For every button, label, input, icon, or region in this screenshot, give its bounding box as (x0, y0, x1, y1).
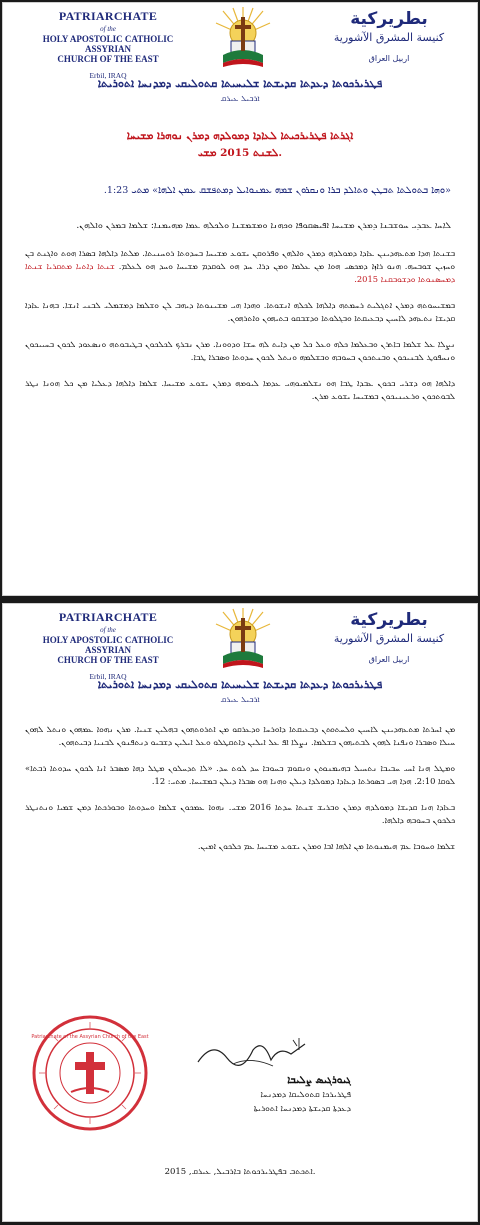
letterhead-en-church-1: HOLY APOSTOLIC CATHOLIC ASSYRIAN (42, 635, 174, 655)
letterhead-ar-church: كنيسة المشرق الآشورية (333, 632, 445, 645)
letterhead-ar-location: اربيل العراق (368, 54, 410, 63)
letterhead-en-church-2: CHURCH OF THE EAST (57, 655, 159, 665)
letterhead-en-of: of the (100, 25, 116, 33)
body-paragraph: ܡܢ ܐܚܪܬܐ ܡܬܥܗܕܝܢܢ ܠܐܚܝܢ ܘܠܚܬܘܬܢ ܕܒܥܝܩܬܐ ܕܐܘܪܚܐ ܘܕܥܪܩܘ ܡܢ ܐܬܪܘܬܗܘܢ ܒܗܠܝܢ ܫܢܝܐ. ܡܪܢ ܢܗܘܐ ܥܡܗܘܢ ܘܢܬܠ ܠܗܘܢ ܚܝܠܐ ܘܣܒܪܐ ܘܢܦܢܐ ܠܗܘܢ ܠܒܬܝܗܘܢ ܒܫܠܡܐ. ܢܨܠܐ ܐܦ ܥܠ ܐܝܠܝܢ ܕܐܬܩܛܠܘ ܘܥܠ ܐܝܠܝܢ ܕܫܒܝܘ ܕܢܬܦܢܘܢ ܠܒܢܝܐ ܕܒܝܬܗܘܢ. (25, 724, 455, 747)
church-emblem-icon (213, 606, 273, 672)
signature-block (171, 1074, 351, 1116)
letterhead (3, 604, 477, 681)
seal-text: Patriarchate of the Assyrian Church of the East (31, 1034, 149, 1040)
signer-title-line-1: ܦܛܪܝܪܟܐ ܩܬܘܠܝܩܐ ܕܡܕܢܚܐ (260, 1090, 351, 1100)
body-paragraph (3, 247, 477, 286)
letter-title-year: ܠܫܢܬ 2015 ܡܫܝ. (197, 147, 283, 159)
letterhead-arabic (319, 610, 459, 664)
body-paragraph: ܕܐܠܗܐ ܗܘ ܕܫܪܝ ܒܟܘܢ ܥܒܕܐ ܛܒܐ ܗܘ ܢܫܠܡܝܘܗܝ ܥܕܡܐ ܠܝܘܡܗ ܕܡܪܢ ܝܫܘܥ ܡܫܝܚܐ. ܫܠܡܐ ܕܐܠܗܐ ܕܥܠܝܐ ܡܢ ܟܠ ܗܘܢܐ ܢܛܪ ܠܒܘܬܟܘܢ ܘܪܥܝܢܝܟܘܢ ܒܡܫܝܚܐ ܝܫܘܥ ܡܪܢ. (25, 378, 455, 401)
letterhead-arabic (319, 9, 459, 63)
letterhead-syriac-line: ܦܛܪܝܪܟܘܬܐ ܕܥܕܬܐ ܩܕܝܫܬܐ ܫܠܝܚܝܬܐ ܩܬܘܠܝܩܝ ܕܡܕܢܚܐ ܐܬܘܪܝܬܐ (97, 77, 383, 90)
handwritten-signature (193, 1032, 313, 1072)
body-paragraph: ܫܠܡܐ ܘܚܘܒܐ ܥܡ ܗܝܡܢܘܬܐ ܡܢ ܐܠܗܐ ܐܒܐ ܘܡܪܢ ܝܫܘܥ ܡܫܝܚܐ ܥܡ ܟܠܟܘܢ ܐܡܝܢ. (197, 841, 455, 851)
letterhead-en-church-1: HOLY APOSTOLIC CATHOLIC ASSYRIAN (42, 34, 174, 54)
salutation: ܠܐܚܐ ܥܒܕܝ ܚܘܫܒܢܐ ܕܡܪܢ ܡܫܝܚܐ ܐܦܝܣܩܘܦܐ ܘܟܗܢܐ ܘܡܫܡܫܢܐ ܘܠܟܠܗ ܥܡܐ ܡܗܝܡܢܐ: ܫܠܡܐ ܒܡܪܢ ܘܐܠܗܢ. (76, 221, 451, 231)
body-paragraph-text: ܒܫܢܬܐ ܗܕܐ ܡܬܥܗܕܝܢܢ ܥܐܕܐ ܕܡܘܠܕܗ ܕܡܪܢ ܘܐܠܗܢ ܘܦܪܘܩܢ ܝܫܘܥ ܡܫܝܚܐ ܒܚܕܘܬܐ ܪܘܚܢܝܬܐ. ܡܠܬܐ ܕܐܠܗܐ ܒܣܪܐ ܗܘܬ ܘܐܓܢܬ ܒܢ ܘܚܙܝܢ ܫܘܒܚܗ. ܗܢܘ ܪܐܙܐ ܕܡܟܣܝ ܗܘܐ ܡܢ ܥܠܡܐ ܘܡܢ ܕܪܐ. ܚܕ ܗܘ ܠܘܩܕܡ ܡܫܝܚܐ ܘܚܕ ܗܘ ܠܥܠܡ. (25, 248, 456, 271)
body-paragraph: ܒܥܐܕܐ ܗܢܐ ܩܕܝܫܐ ܕܡܘܠܕܗ ܕܡܪܢ ܘܒܪܝܫ ܫܢܬܐ ܚܕܬܐ 2016 ܡܫܝ. ܢܗܘܐ ܥܡܟܘܢ ܫܠܡܐ ܘܚܕܘܬܐ ܘܒܘܪܟܬܐ ܕܡܢ ܫܡܝܐ ܘܢܬܢܛܪ ܟܠܟܘܢ ܒܚܘܒܗ ܕܐܠܗܐ. (25, 802, 455, 825)
letterhead-en-title: PATRIARCHATE (58, 610, 158, 624)
letter-footer: ܐܬܟܬܒ ܒܦܛܪܝܪܟܘܬܐ ܒܐܪܒܝܠ, ܥܝܪܩ, 2015. (164, 1167, 316, 1177)
letterhead-en-church-2: CHURCH OF THE EAST (57, 54, 159, 64)
highlighted-line: ܫܢܬܐ ܕܐܬܝܐ ܡܬܩܪܝܐ ܫܢܬܐ ܕܡܚܣܢܘܬܐ ܘܕܫܘܒܩܢܐ 2015. (25, 261, 455, 284)
letterhead-ar-title: بطريركية (350, 9, 428, 29)
signer-name: ܓܝܘܪܓܝܣ ܨܠܝܒܐ (287, 1075, 351, 1086)
scripture-quote: «ܘܗܐ ܒܬܘܠܬܐ ܬܒܛܢ ܘܬܐܠܕ ܒܪܐ ܘܢܩܪܘܢ ܫܡܗ ܥܡܢܘܐܝܠ ܕܡܬܦܫܩ ܥܡܢ ܐܠܗܐ» ܡܬܝ 1:23. (103, 185, 451, 196)
body-paragraph: ܘܡܛܠ ܗܢܐ ܐܚܝ ܚܒܝܒܐ ܢܬܚܝܠ ܒܗܝܡܢܘܬܢ ܘܢܩܘܡ ܒܚܘܒܐ ܚܕ ܠܘܬ ܚܕ. «ܠܐ ܬܕܚܠܘܢ ܡܛܠ ܕܗܐ ܡܣܒܪ ܐܢܐ ܠܟܘܢ ܚܕܘܬܐ ܪܒܬܐ» ܠܘܩܐ 2:10. ܗܕܐ ܗܝ ܒܣܘܪܬܐ ܕܥܐܕܐ ܕܡܘܠܕܐ ܕܝܠܢ ܘܗܢܐ ܗܘ ܣܒܪܐ ܕܝܠܢ ܒܡܫܝܚܐ. ܡܬܝ: 12. (25, 763, 455, 786)
letterhead-en-location: Erbil, IRAQ (89, 672, 127, 681)
letterhead-en-of: of the (100, 626, 116, 634)
letterhead-ar-title: بطريركية (350, 610, 428, 630)
letter-page-2 (2, 603, 478, 1222)
letter-title: ܐܓܪܬܐ ܦܛܪܝܪܟܝܬܐ ܠܥܐܕܐ ܕܡܘܠܕܗ ܕܡܪܢ ܢܘܗܪܐ ܡܫܝܚܐ (126, 130, 354, 142)
letterhead-ar-location: اربيل العراق (368, 655, 410, 664)
letterhead-english (23, 9, 193, 80)
letter-page-1 (2, 2, 478, 596)
official-seal-stamp (31, 1014, 149, 1132)
letterhead-syriac-line: ܦܛܪܝܪܟܘܬܐ ܕܥܕܬܐ ܩܕܝܫܬܐ ܫܠܝܚܝܬܐ ܩܬܘܠܝܩܝ ܕܡܕܢܚܐ ܐܬܘܪܝܬܐ (97, 678, 383, 691)
body-paragraph: ܒܡܫܝܚܘܬܗ ܕܡܪܢ ܐܬܓܠܝܬ ܪܚܡܬܗ ܕܐܠܗܐ ܠܟܠܗ ܐܢܫܘܬܐ. ܘܗܕܐ ܗܝ ܡܫܝܢܘܬܐ ܕܝܗܒ ܠܢ ܘܫܠܡܐ ܕܡܫܡܠܝ ܠܒܢܝ ܐܢܫܐ. ܒܗܢܐ ܥܐܕܐ ܩܕܝܫܐ ܢܬܥܗܕ ܠܐܚܝܢ ܕܒܥܝܩܬܐ ܘܒܓܠܘܬܐ ܘܕܫܒܩܘ ܒܬܝܗܘܢ ܘܐܬܪܗܘܢ. (25, 300, 455, 323)
letterhead-syriac-date: ܐܪܒܝܠ ܥܝܪܩ (220, 94, 260, 103)
letterhead (3, 3, 477, 80)
letterhead-english (23, 610, 193, 681)
body-paragraph: ܢܨܠܐ ܥܠ ܫܠܡܐ ܒܐܬܪܢ ܘܒܥܠܡܐ ܟܠܗ ܘܥܠ ܟܠ ܡܢ ܕܐܝܬ ܠܗ ܚܫܐ ܘܕܘܘܢܐ. ܡܪܢ ܢܒܪܟ ܠܟܠܟܘܢ ܒܛܝܒܘܬܗ ܘܢܣܥܘܕ ܠܟܘܢ ܒܚܝܝܟܘܢ ܘܢܚܦܘܛ ܠܒܢܝܟܘܢ ܘܒܢܬܟܘܢ ܒܚܘܒܗ ܘܒܫܠܡܗ ܘܢܬܠ ܠܟܘܢ ܚܕܘܬܐ ܘܣܒܪܐ ܛܒܐ. (25, 339, 455, 362)
signer-title-line-2: ܕܥܕܬܐ ܩܕܝܫܬܐ ܕܡܕܢܚܐ ܐܬܘܪܝܬܐ (253, 1104, 351, 1114)
letterhead-ar-church: كنيسة المشرق الآشورية (333, 31, 445, 44)
letterhead-en-location: Erbil, IRAQ (89, 71, 127, 80)
letterhead-syriac-date: ܐܪܒܝܠ ܥܝܪܩ (220, 695, 260, 704)
church-emblem-icon (213, 5, 273, 71)
letterhead-en-title: PATRIARCHATE (58, 9, 158, 23)
